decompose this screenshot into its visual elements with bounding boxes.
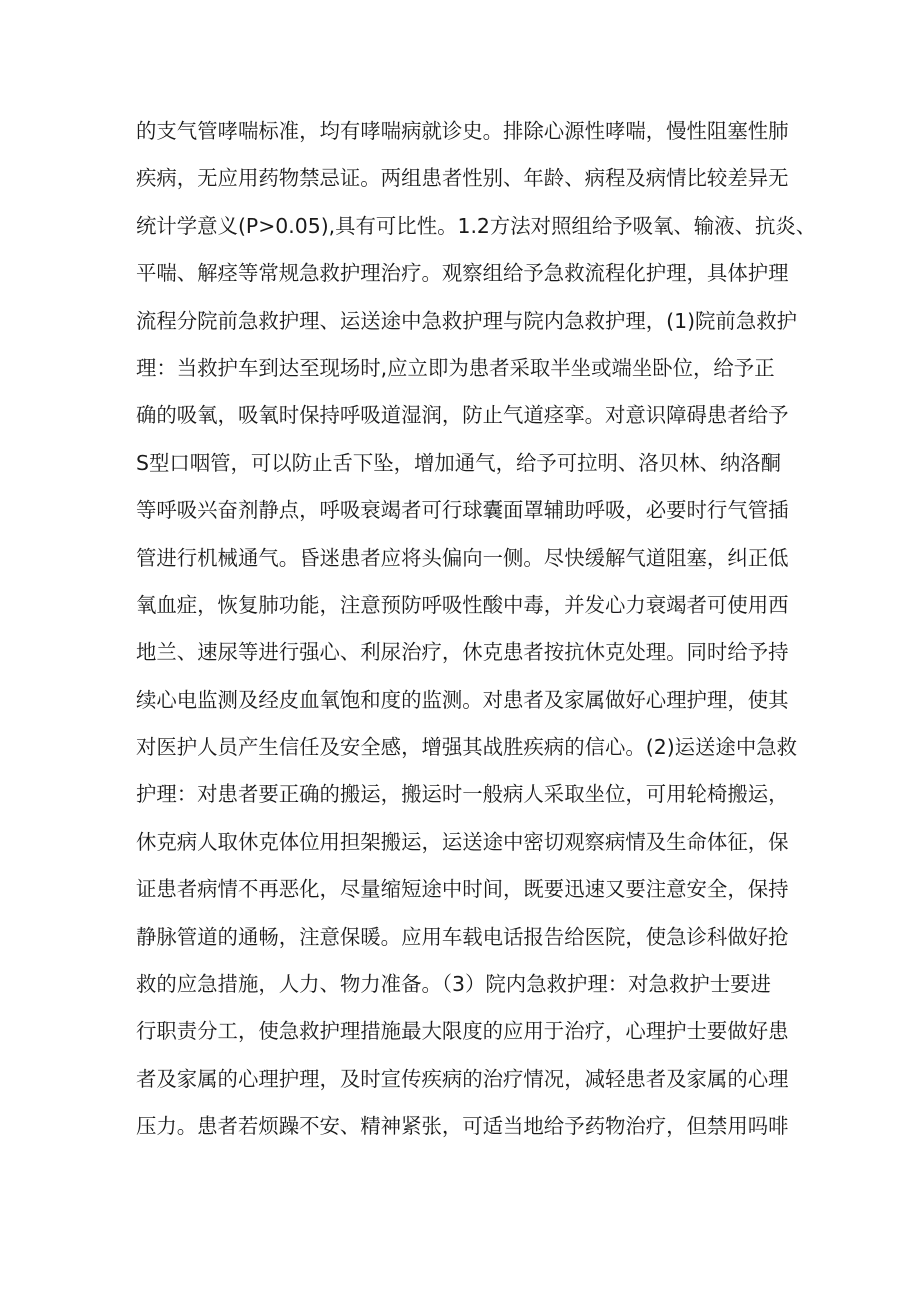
text-line-14: 对医护人员产生信任及安全感，增强其战胜疾病的信心。(2)运送途中急救 [136,735,797,760]
text-line-13: 续心电监测及经皮血氧饱和度的监测。对患者及家属做好心理护理，使其 [136,687,789,712]
text-line-22: 压力。患者若烦躁不安、精神紧张，可适当地给予药物治疗，但禁用吗啡 [136,1114,789,1139]
text-line-15: 护理：对患者要正确的搬运，搬运时一般病人采取坐位，可用轮椅搬运， [136,782,789,807]
text-line-1: 的支气管哮喘标准，均有哮喘病就诊史。排除心源性哮喘，慢性阻塞性肺 [136,119,789,143]
text-line-21: 者及家属的心理护理，及时宣传疾病的治疗情况，减轻患者及家属的心理 [136,1066,789,1091]
text-line-4: 平喘、解痉等常规急救护理治疗。观察组给予急救流程化护理，具体护理 [136,261,789,286]
text-line-18: 静脉管道的通畅，注意保暖。应用车载电话报告给医院，使急诊科做好抢 [136,924,789,949]
text-line-10: 管进行机械通气。昏迷患者应将头偏向一侧。尽快缓解气道阻塞，纠正低 [136,545,789,570]
text-line-9: 等呼吸兴奋剂静点，呼吸衰竭者可行球囊面罩辅助呼吸，必要时行气管插 [136,498,789,523]
body-text [136,108,817,1151]
text-line-7: 确的吸氧，吸氧时保持呼吸道湿润，防止气道痉挛。对意识障碍患者给予 [136,403,789,428]
text-line-17: 证患者病情不再恶化，尽量缩短途中时间，既要迅速又要注意安全，保持 [136,877,789,902]
text-line-19: 救的应急措施，人力、物力准备。（3）院内急救护理：对急救护士要进 [136,972,771,997]
text-line-6: 理：当救护车到达至现场时,应立即为患者采取半坐或端坐卧位，给予正 [136,355,775,380]
text-line-11: 氧血症，恢复肺功能，注意预防呼吸性酸中毒，并发心力衰竭者可使用西 [136,592,789,617]
text-line-12: 地兰、速尿等进行强心、利尿治疗，休克患者按抗休克处理。同时给予持 [136,640,789,665]
text-line-20: 行职责分工，使急救护理措施最大限度的应用于治疗，心理护士要做好患 [136,1019,789,1044]
text-line-8: S型口咽管，可以防止舌下坠，增加通气，给予可拉明、洛贝林、纳洛酮 [136,450,782,475]
text-line-5: 流程分院前急救护理、运送途中急救护理与院内急救护理，(1)院前急救护 [136,308,797,333]
text-line-16: 休克病人取休克体位用担架搬运，运送途中密切观察病情及生命体征，保 [136,829,789,854]
text-line-2: 疾病，无应用药物禁忌证。两组患者性别、年龄、病程及病情比较差异无 [136,166,789,191]
text-line-3: 统计学意义(P>0.05),具有可比性。1.2方法对照组给予吸氧、输液、抗炎、 [136,213,817,238]
